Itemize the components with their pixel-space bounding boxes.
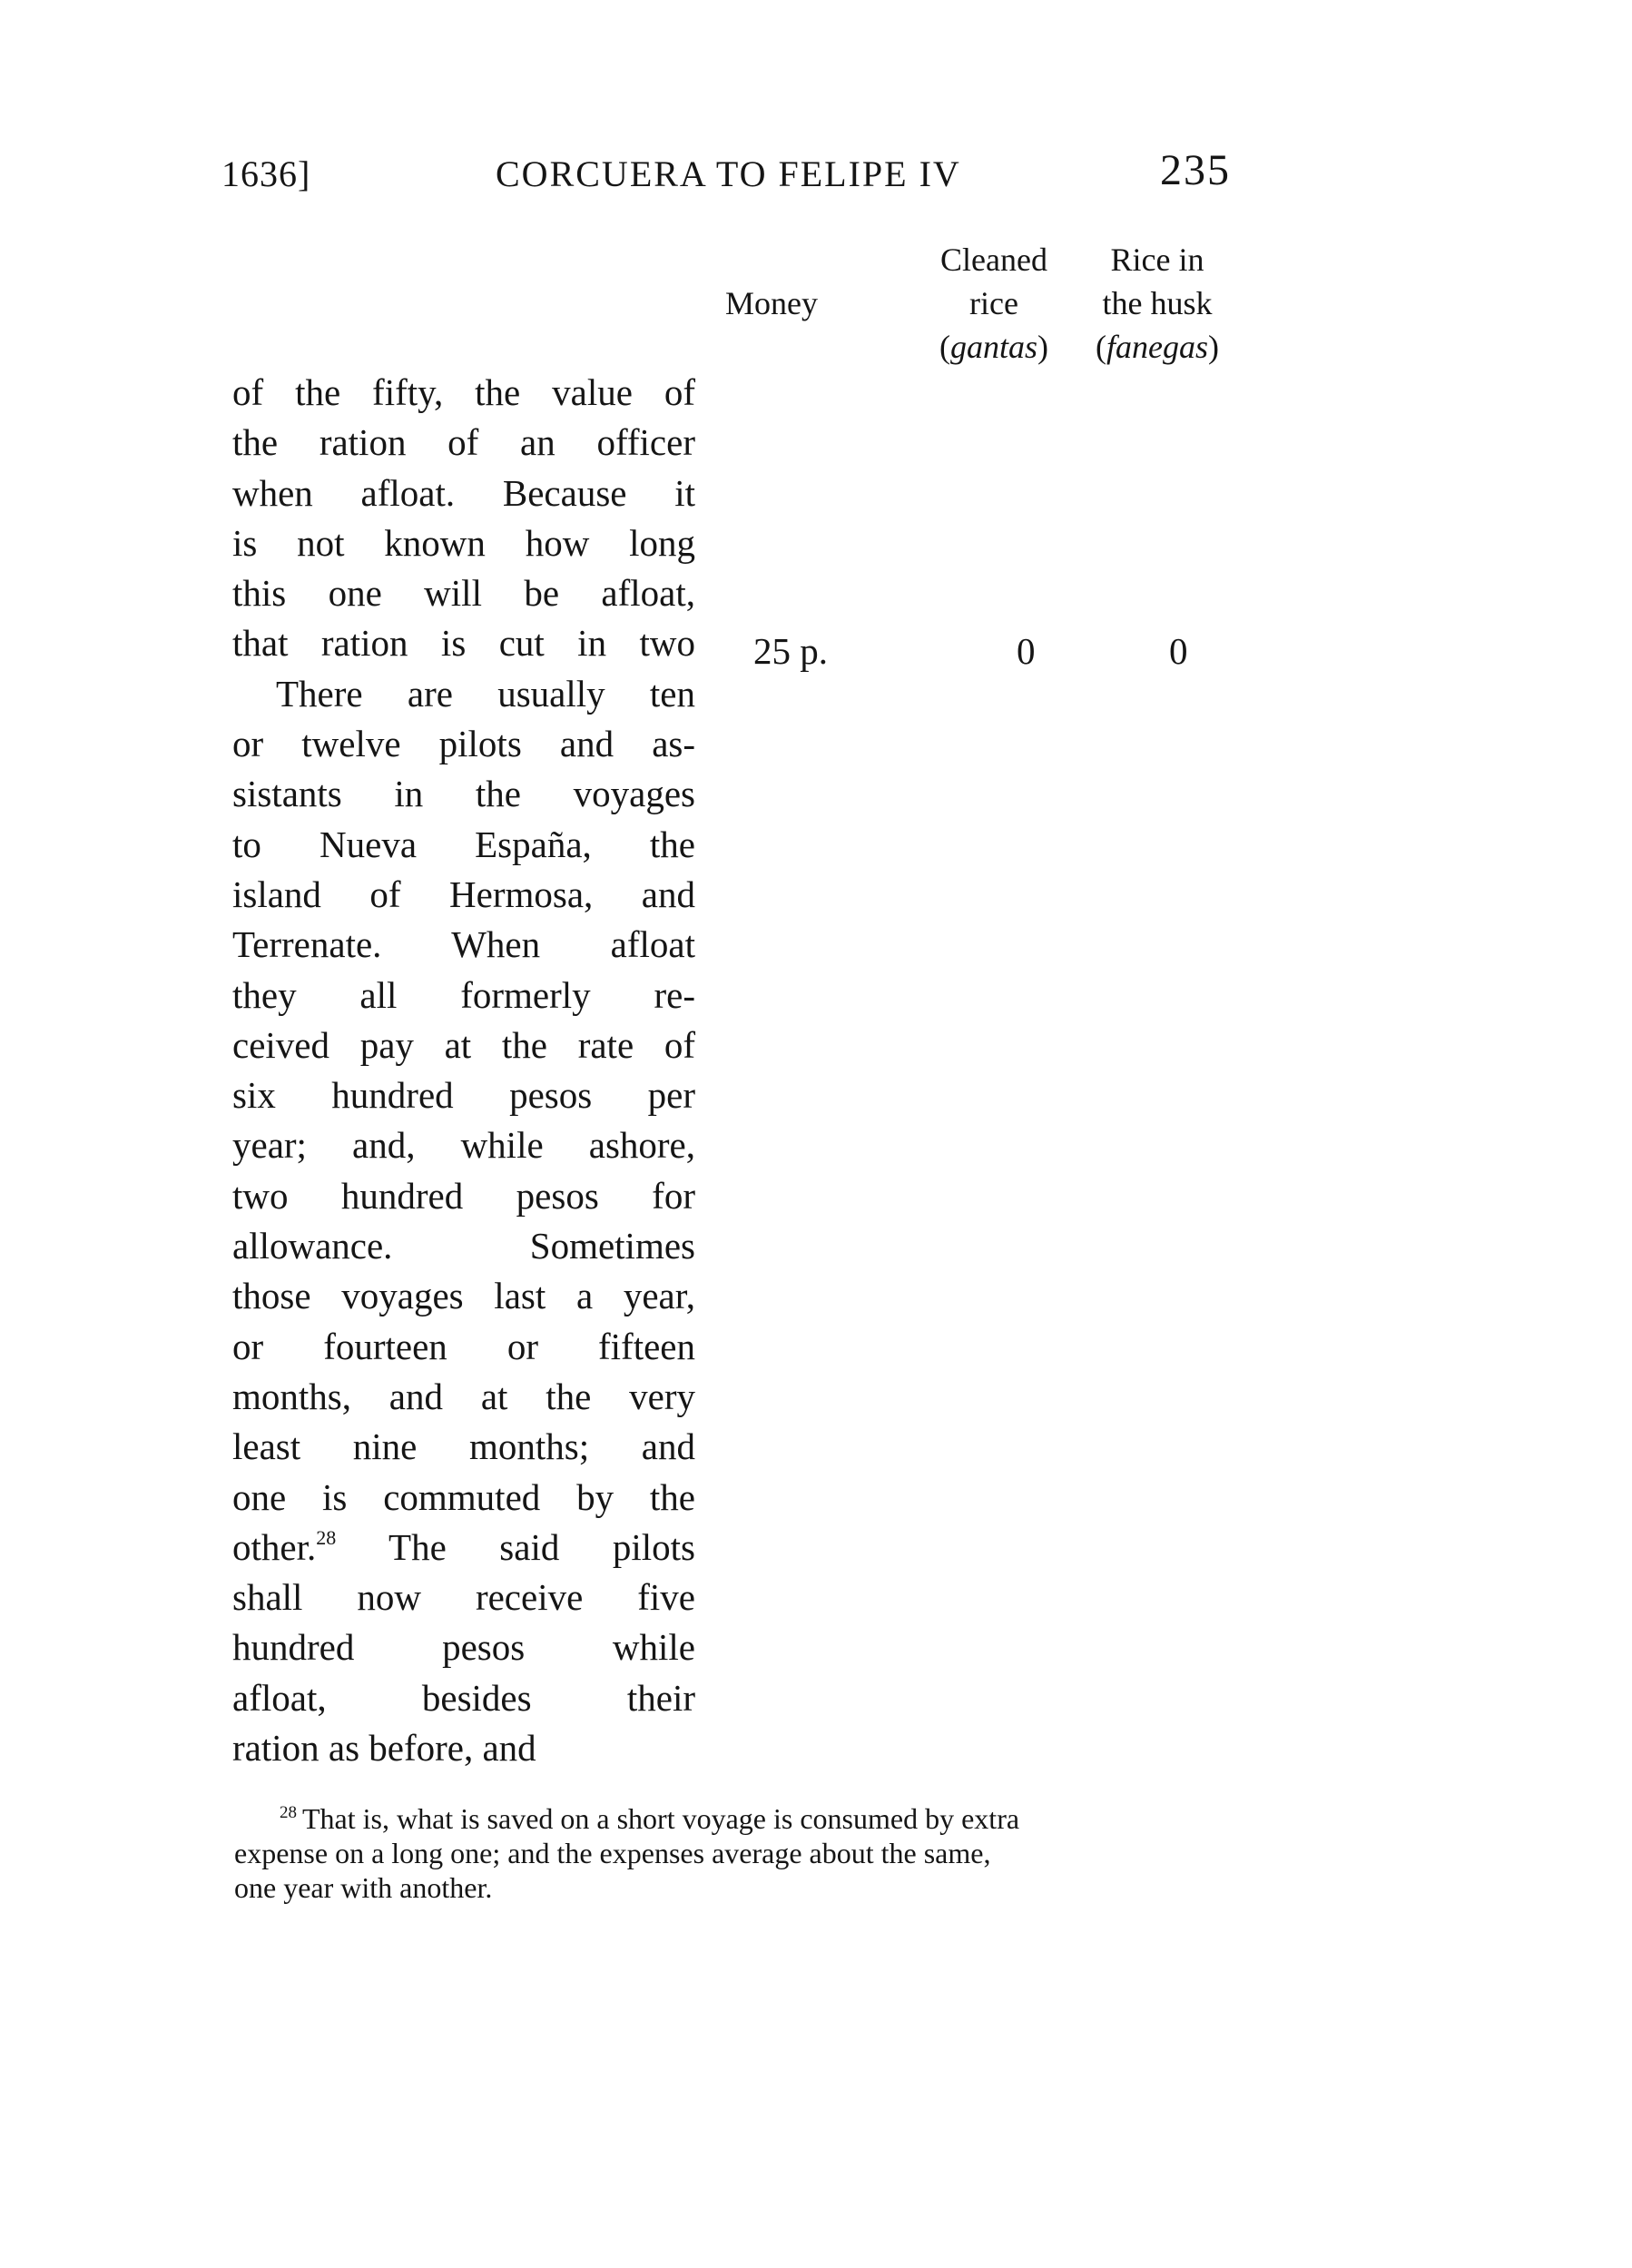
column-header-money-label: Money <box>725 285 818 321</box>
rice-husk-line1: Rice in <box>1110 242 1204 278</box>
footnote-line <box>234 1801 1233 1836</box>
body-line: this one will be afloat, <box>232 572 695 615</box>
body-line: There are usually ten <box>276 672 695 715</box>
body-line: Terrenate. When afloat <box>232 923 695 966</box>
body-line: allowance. Sometimes <box>232 1225 695 1267</box>
header-year: 1636] <box>221 153 311 194</box>
cleaned-rice-unit: gantas <box>949 329 1037 365</box>
rice-husk-unit: fanegas <box>1106 329 1208 365</box>
body-line: or fourteen or fifteen <box>232 1325 695 1367</box>
body-line: months, and at the very <box>232 1375 695 1417</box>
body-line-part: other. <box>232 1525 317 1568</box>
cleaned-rice-line1: Cleaned <box>940 242 1047 278</box>
body-line-with-note <box>232 1523 695 1573</box>
page-number: 235 <box>1160 146 1231 194</box>
column-header-cleaned-rice: Cleaned rice (gantas) <box>917 238 1071 369</box>
footnote-line2: expense on a long one; and the expenses average about the same, <box>234 1837 991 1869</box>
footnote <box>234 1801 1233 1905</box>
body-line: the ration of an officer <box>232 421 695 464</box>
footnote-number: 28 <box>280 1803 297 1822</box>
body-line: hundred pesos while <box>232 1626 695 1669</box>
body-line: ration as before, and <box>232 1727 536 1770</box>
body-line: island of Hermosa, and <box>232 873 695 915</box>
body-line: shall now receive five <box>232 1576 695 1619</box>
body-line: when afloat. Because it <box>232 471 695 514</box>
body-line-part: The said pilots <box>388 1525 695 1568</box>
body-line: or twelve pilots and as- <box>232 723 695 765</box>
footnote-line3: one year with another. <box>234 1871 493 1904</box>
body-text <box>232 368 695 1773</box>
value-rice-husk: 0 <box>1169 630 1188 672</box>
body-line: to Nueva España, the <box>232 823 695 865</box>
body-line: is not known how long <box>232 521 695 564</box>
body-line: one is commuted by the <box>232 1475 695 1518</box>
body-line: afloat, besides their <box>232 1676 695 1719</box>
cleaned-rice-line2: rice <box>969 285 1018 321</box>
value-cleaned-rice: 0 <box>1017 630 1036 672</box>
rice-husk-line2: the husk <box>1102 285 1213 321</box>
column-header-rice-husk: Rice in the husk (fanegas) <box>1071 238 1244 369</box>
body-line: year; and, while ashore, <box>232 1124 695 1167</box>
body-line: that ration is cut in two <box>232 622 695 665</box>
body-line: least nine months; and <box>232 1425 695 1468</box>
body-line: two hundred pesos for <box>232 1174 695 1217</box>
body-line: sistants in the voyages <box>232 773 695 815</box>
body-line: they all formerly re- <box>232 973 695 1016</box>
footnote-line1: That is, what is saved on a short voyage is consumed by extra <box>302 1802 1020 1835</box>
running-title: CORCUERA TO FELIPE IV <box>496 153 961 194</box>
body-line: six hundred pesos per <box>232 1074 695 1117</box>
value-money: 25 p. <box>753 630 828 672</box>
body-line: of the fifty, the value of <box>232 371 695 413</box>
footnote-reference: 28 <box>316 1525 337 1549</box>
body-line: ceived pay at the rate of <box>232 1023 695 1066</box>
column-header-money <box>699 281 844 325</box>
body-line: those voyages last a year, <box>232 1275 695 1317</box>
